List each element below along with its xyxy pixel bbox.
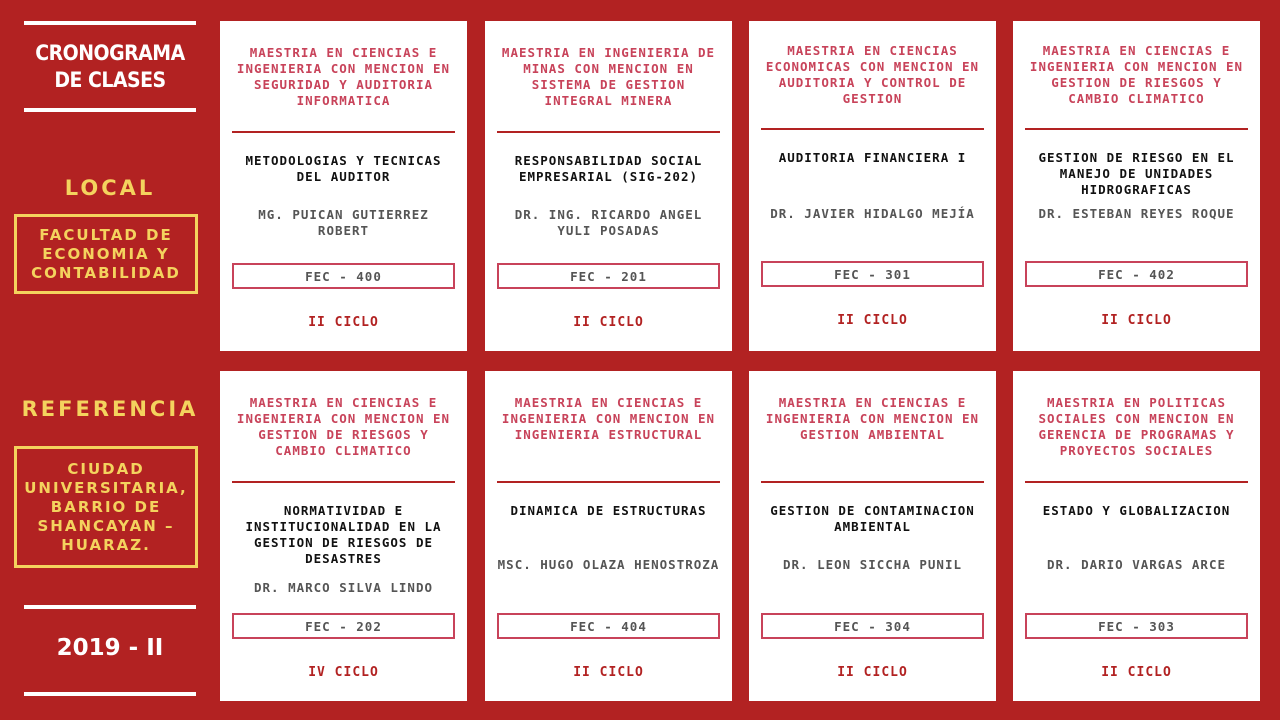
room-badge: FEC - 202 bbox=[232, 613, 455, 639]
room-badge: FEC - 201 bbox=[497, 263, 720, 289]
divider bbox=[24, 21, 196, 25]
local-line: ECONOMIA Y bbox=[42, 244, 170, 263]
cycle-label: IV CICLO bbox=[308, 665, 379, 680]
card-divider bbox=[1025, 481, 1248, 483]
divider bbox=[24, 605, 196, 609]
teacher-name: DR. JAVIER HIDALGO MEJÍA bbox=[770, 206, 975, 221]
card-divider bbox=[232, 131, 455, 133]
room-badge: FEC - 303 bbox=[1025, 613, 1248, 639]
room-badge: FEC - 400 bbox=[232, 263, 455, 289]
reference-line: HUARAZ. bbox=[61, 535, 151, 554]
schedule-card bbox=[485, 21, 732, 351]
local-line: CONTABILIDAD bbox=[31, 263, 181, 282]
course-name: ESTADO Y GLOBALIZACION bbox=[1042, 503, 1231, 518]
period-label: 2019 - II bbox=[56, 635, 164, 661]
schedule-card bbox=[749, 21, 996, 351]
reference-line: SHANCAYAN – bbox=[37, 516, 175, 535]
course-name: AUDITORIA FINANCIERA I bbox=[778, 150, 967, 165]
program-name: MAESTRIA EN CIENCIAS E INGENIERIA CON MENCION EN GESTION DE RIESGOS Y CAMBIO CLIMATICO bbox=[1029, 43, 1244, 106]
reference-box bbox=[14, 446, 198, 568]
page-title bbox=[20, 40, 200, 94]
card-divider bbox=[761, 481, 984, 483]
cycle-label: II CICLO bbox=[573, 665, 644, 680]
schedule-card bbox=[1013, 21, 1260, 351]
schedule-card bbox=[220, 371, 467, 701]
course-name: GESTION DE RIESGO EN EL MANEJO DE UNIDADES HIDROGRAFICAS bbox=[1038, 150, 1235, 197]
course-name: GESTION DE CONTAMINACION AMBIENTAL bbox=[770, 503, 975, 534]
local-box bbox=[14, 214, 198, 294]
schedule-card bbox=[485, 371, 732, 701]
schedule-card bbox=[749, 371, 996, 701]
reference-heading: REFERENCIA bbox=[21, 397, 199, 421]
course-name: RESPONSABILIDAD SOCIAL EMPRESARIAL (SIG-202) bbox=[514, 153, 703, 184]
cycle-label: II CICLO bbox=[573, 315, 644, 330]
teacher-name: DR. MARCO SILVA LINDO bbox=[253, 580, 434, 595]
schedule-card bbox=[220, 21, 467, 351]
course-name: NORMATIVIDAD E INSTITUCIONALIDAD EN LA GESTION DE RIESGOS DE DESASTRES bbox=[245, 503, 442, 566]
schedule-card bbox=[1013, 371, 1260, 701]
card-divider bbox=[497, 131, 720, 133]
cycle-label: II CICLO bbox=[837, 665, 908, 680]
card-divider bbox=[497, 481, 720, 483]
room-badge: FEC - 304 bbox=[761, 613, 984, 639]
divider bbox=[24, 108, 196, 112]
sidebar bbox=[0, 0, 215, 720]
room-badge: FEC - 404 bbox=[497, 613, 720, 639]
card-divider bbox=[232, 481, 455, 483]
program-name: MAESTRIA EN CIENCIAS E INGENIERIA CON MENCION EN GESTION DE RIESGOS Y CAMBIO CLIMATICO bbox=[236, 395, 451, 458]
teacher-name: DR. LEON SICCHA PUNIL bbox=[782, 557, 963, 572]
program-name: MAESTRIA EN CIENCIAS E INGENIERIA CON MENCION EN GESTION AMBIENTAL bbox=[765, 395, 980, 442]
card-divider bbox=[761, 128, 984, 130]
program-name: MAESTRIA EN POLITICAS SOCIALES CON MENCION EN GERENCIA DE PROGRAMAS Y PROYECTOS SOCIALES bbox=[1038, 395, 1235, 458]
cycle-label: II CICLO bbox=[1101, 313, 1172, 328]
reference-line: CIUDAD bbox=[67, 459, 145, 478]
program-name: MAESTRIA EN INGENIERIA DE MINAS CON MENCION EN SISTEMA DE GESTION INTEGRAL MINERA bbox=[501, 45, 716, 108]
reference-line: UNIVERSITARIA, bbox=[24, 478, 188, 497]
reference-line: BARRIO DE bbox=[50, 497, 162, 516]
teacher-name: DR. ING. RICARDO ANGEL YULI POSADAS bbox=[514, 207, 703, 238]
room-badge: FEC - 301 bbox=[761, 261, 984, 287]
cycle-label: II CICLO bbox=[308, 315, 379, 330]
room-badge: FEC - 402 bbox=[1025, 261, 1248, 287]
local-heading: LOCAL bbox=[64, 176, 156, 200]
program-name: MAESTRIA EN CIENCIAS E INGENIERIA CON MENCION EN INGENIERIA ESTRUCTURAL bbox=[501, 395, 716, 442]
title-line: DE CLASES bbox=[54, 68, 166, 92]
teacher-name: DR. ESTEBAN REYES ROQUE bbox=[1038, 206, 1235, 221]
teacher-name: DR. DARIO VARGAS ARCE bbox=[1046, 557, 1227, 572]
cycle-label: II CICLO bbox=[1101, 665, 1172, 680]
card-divider bbox=[1025, 128, 1248, 130]
cycle-label: II CICLO bbox=[837, 313, 908, 328]
course-name: DINAMICA DE ESTRUCTURAS bbox=[510, 503, 707, 518]
divider bbox=[24, 692, 196, 696]
course-name: METODOLOGIAS Y TECNICAS DEL AUDITOR bbox=[245, 153, 442, 184]
program-name: MAESTRIA EN CIENCIAS ECONOMICAS CON MENCION EN AUDITORIA Y CONTROL DE GESTION bbox=[765, 43, 980, 106]
title-line: CRONOGRAMA bbox=[35, 41, 185, 65]
teacher-name: MG. PUICAN GUTIERREZ ROBERT bbox=[258, 207, 429, 238]
program-name: MAESTRIA EN CIENCIAS E INGENIERIA CON MENCION EN SEGURIDAD Y AUDITORIA INFORMATICA bbox=[236, 45, 451, 108]
local-line: FACULTAD DE bbox=[39, 225, 173, 244]
teacher-name: MSC. HUGO OLAZA HENOSTROZA bbox=[497, 557, 720, 572]
